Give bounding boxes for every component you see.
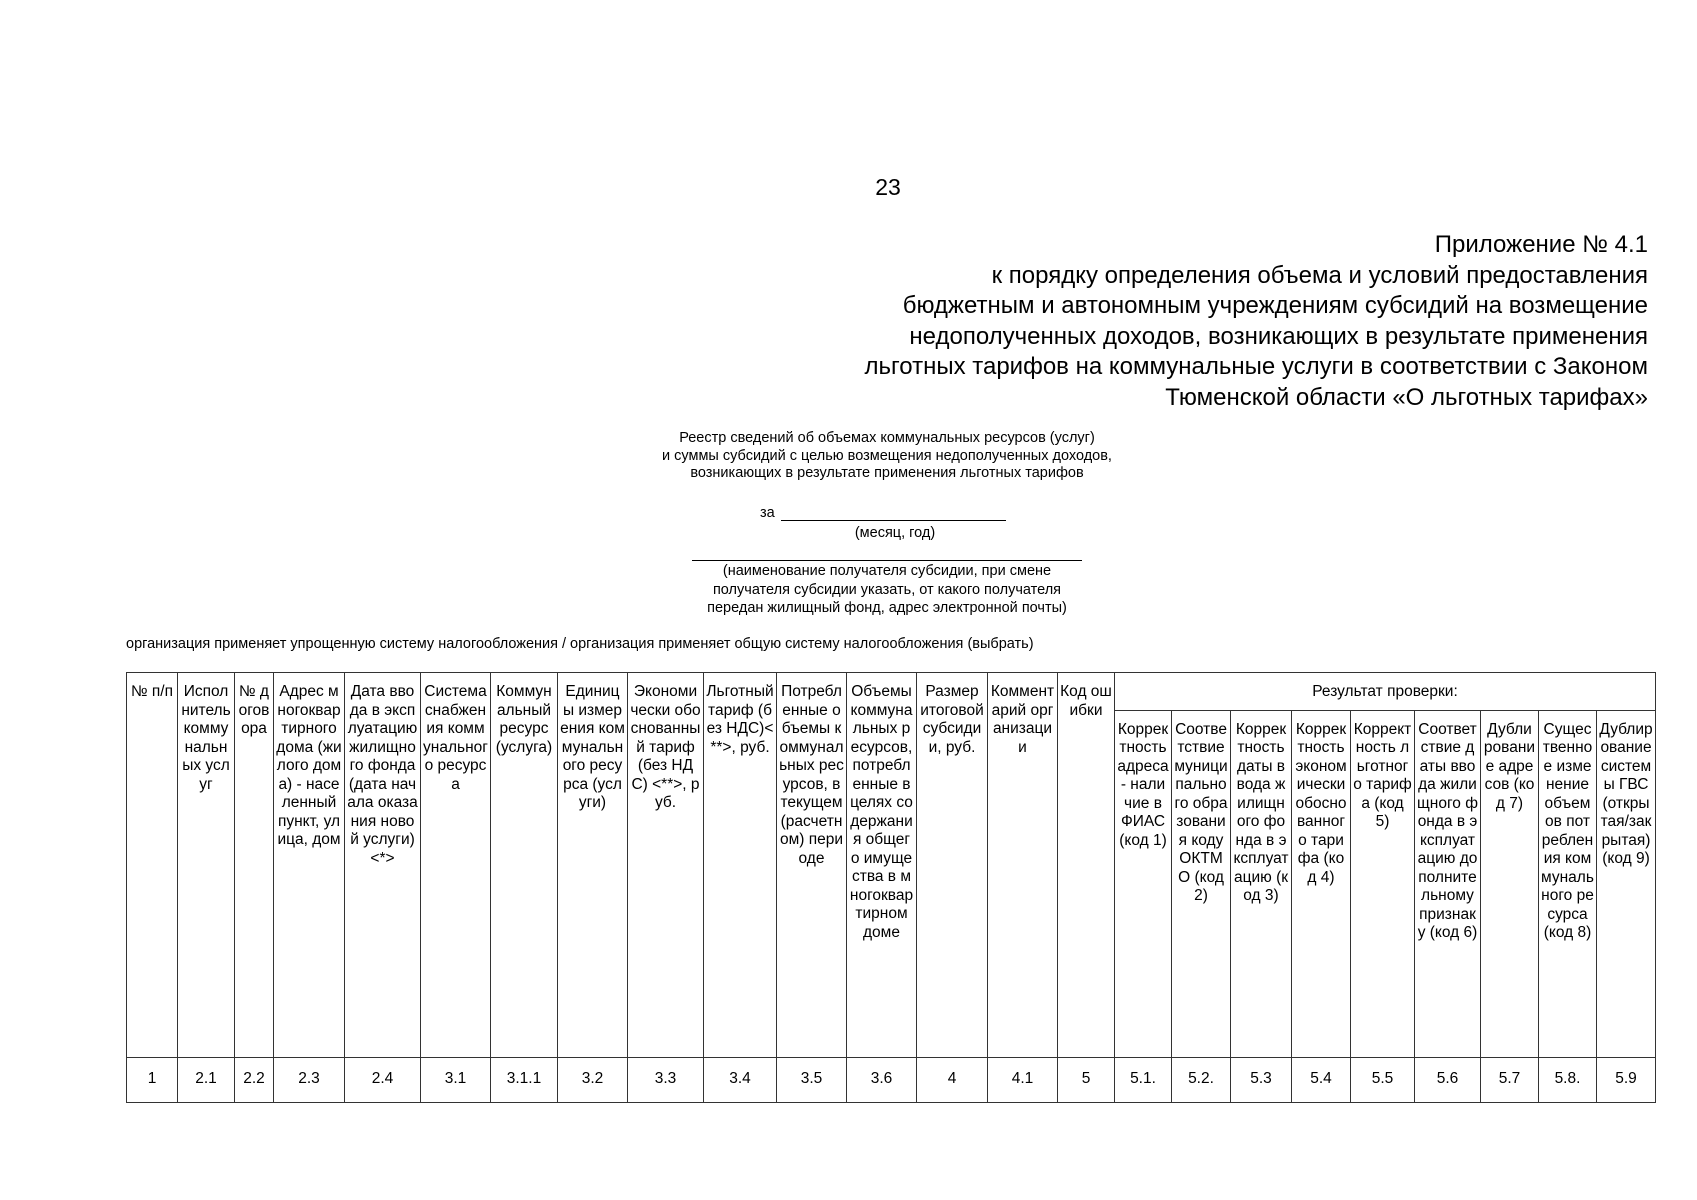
recipient-caption: [637, 562, 1137, 618]
column-header: Исполнитель коммунальных услуг: [178, 673, 235, 1058]
column-header: Единицы измерения коммунального ресурса (услуги): [558, 673, 628, 1058]
column-header: Дата ввода в эксплуатацию жилищного фонда (дата начала оказания новой услуги) <*>: [345, 673, 421, 1058]
result-column-header: Корректность льготного тарифа (код 5): [1351, 710, 1415, 1057]
result-column-header: Корректность адреса - наличие в ФИАС (код 1): [1115, 710, 1172, 1057]
period-prefix: за: [760, 505, 775, 521]
column-header: Объемы коммунальных ресурсов, потребленные в целях содержания общего имущества в многоквартирном доме: [847, 673, 917, 1058]
page-number: 23: [875, 174, 901, 200]
appendix-line: бюджетным и автономным учреждениям субсидий на возмещение: [902, 292, 1648, 319]
column-header: Коммунальный ресурс (услуга): [491, 673, 558, 1058]
column-number-cell: 3.4: [704, 1057, 777, 1102]
result-column-header: Корректность даты ввода жилищного фонда в эксплуатацию (код 3): [1231, 710, 1292, 1057]
column-number-cell: 5.8.: [1539, 1057, 1597, 1102]
period-blank-line: [781, 506, 1006, 521]
column-number-cell: 5.6: [1415, 1057, 1481, 1102]
column-number-cell: 2.1: [178, 1057, 235, 1102]
column-number-cell: 5: [1058, 1057, 1115, 1102]
registry-title-line: возникающих в результате применения льготных тарифов: [690, 465, 1084, 481]
column-number-cell: 5.9: [1597, 1057, 1656, 1102]
column-number-cell: 3.1: [421, 1057, 491, 1102]
registry-table: [126, 672, 1656, 1103]
column-header: № договора: [235, 673, 274, 1058]
appendix-line: льготных тарифов на коммунальные услуги в соответствии с Законом: [864, 353, 1648, 380]
column-number-cell: 5.7: [1481, 1057, 1539, 1102]
column-header: № п/п: [127, 673, 178, 1058]
column-header: Потребленные объемы коммунальных ресурсов, в текущем (расчетном) периоде: [777, 673, 847, 1058]
result-column-header: Существенное изменение объемов потребления коммунального ресурса (код 8): [1539, 710, 1597, 1057]
column-number-cell: 4: [917, 1057, 988, 1102]
column-number-cell: 2.4: [345, 1057, 421, 1102]
result-column-header: Соответствие даты ввода жилищного фонда в эксплуатацию дополнительному признаку (код 6): [1415, 710, 1481, 1057]
column-header: Адрес многоквартирного дома (жилого дома) - населенный пункт, улица, дом: [274, 673, 345, 1058]
result-column-header: Корректность экономически обоснованного тарифа (код 4): [1292, 710, 1351, 1057]
column-number-cell: 5.3: [1231, 1057, 1292, 1102]
recipient-caption-line: получателя субсидии указать, от какого получателя: [712, 581, 1062, 598]
column-number-cell: 3.3: [628, 1057, 704, 1102]
column-header: Система снабжения коммунального ресурса: [421, 673, 491, 1058]
column-number-cell: 3.1.1: [491, 1057, 558, 1102]
appendix-heading: [865, 230, 1648, 413]
column-header: Размер итоговой субсидии, руб.: [917, 673, 988, 1058]
tax-system-note: организация применяет упрощенную систему налогообложения / организация применяет общую систему налогообложения (выбрать): [126, 636, 1034, 652]
column-header: Комментарий организации: [988, 673, 1058, 1058]
appendix-line: Тюменской области «О льготных тарифах»: [1165, 383, 1648, 411]
column-number-cell: 2.2: [235, 1057, 274, 1102]
period-field: [760, 505, 1006, 521]
appendix-line: к порядку определения объема и условий предоставления: [991, 261, 1648, 289]
column-header: Код ошибки: [1058, 673, 1115, 1058]
column-header: Льготный тариф (без НДС)<**>, руб.: [704, 673, 777, 1058]
appendix-line: недополученных доходов, возникающих в результате применения: [909, 322, 1648, 350]
result-column-header: Дублирование адресов (код 7): [1481, 710, 1539, 1057]
column-number-cell: 3.5: [777, 1057, 847, 1102]
result-column-header: Соответствие муниципального образования коду ОКТМО (код 2): [1172, 710, 1231, 1057]
column-number-cell: 5.5: [1351, 1057, 1415, 1102]
recipient-blank-line: [692, 560, 1082, 561]
column-number-cell: 3.6: [847, 1057, 917, 1102]
registry-title-line: Реестр сведений об объемах коммунальных ресурсов (услуг): [679, 430, 1095, 446]
registry-title-line: и суммы субсидий с целью возмещения недополученных доходов,: [662, 447, 1112, 464]
column-number-cell: 3.2: [558, 1057, 628, 1102]
result-column-header: Дублирование системы ГВС (открытая/закрытая) (код 9): [1597, 710, 1656, 1057]
column-header: Экономически обоснованный тариф (без НДС) <**>, руб.: [628, 673, 704, 1058]
column-number-cell: 2.3: [274, 1057, 345, 1102]
recipient-caption-line: (наименование получателя субсидии, при смене: [722, 563, 1052, 579]
column-number-cell: 5.1.: [1115, 1057, 1172, 1102]
appendix-line: Приложение № 4.1: [1434, 231, 1648, 258]
result-header: Результат проверки:: [1115, 673, 1656, 711]
period-caption: (месяц, год): [854, 525, 936, 541]
column-number-cell: 5.2.: [1172, 1057, 1231, 1102]
column-number-cell: 4.1: [988, 1057, 1058, 1102]
recipient-caption-line: передан жилищный фонд, адрес электронной почты): [707, 600, 1067, 616]
registry-title: [587, 430, 1187, 483]
column-number-cell: 1: [127, 1057, 178, 1102]
column-number-cell: 5.4: [1292, 1057, 1351, 1102]
